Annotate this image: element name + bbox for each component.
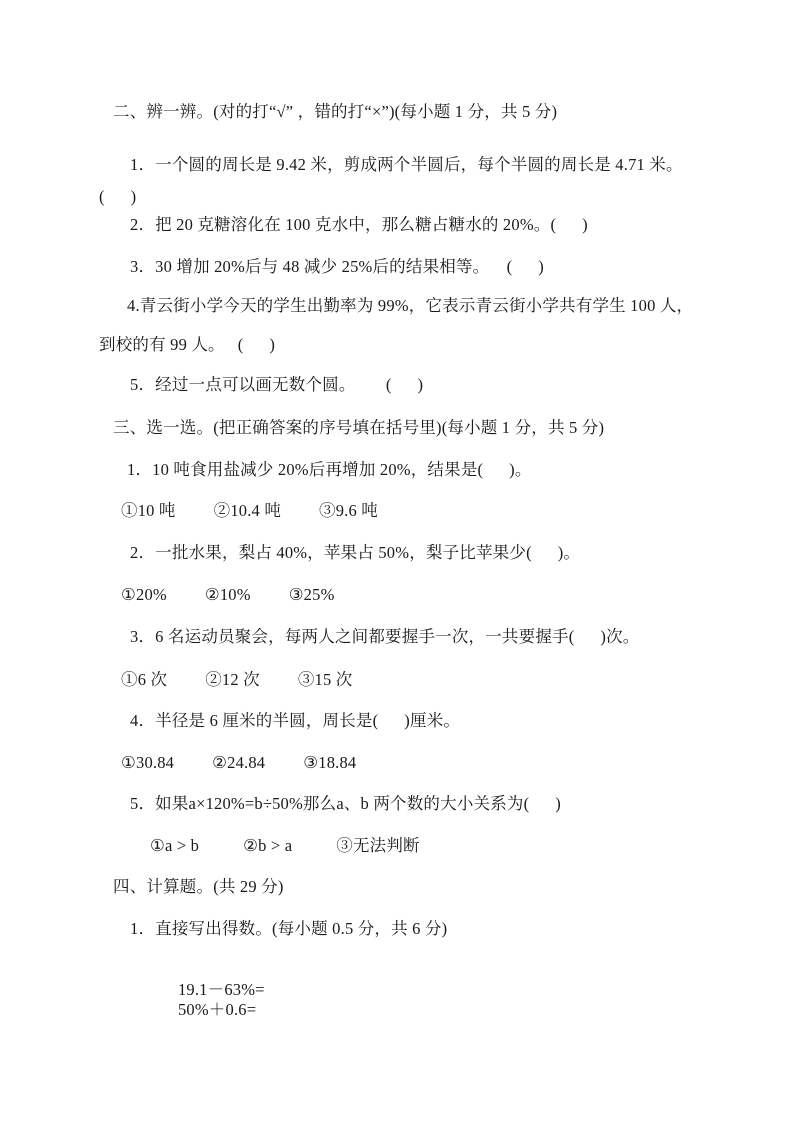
option-item: ③15 次 (297, 670, 353, 689)
section-choice-heading: 三、选一选。(把正确答案的序号填在括号里)(每小题 1 分，共 5 分) (113, 418, 605, 437)
option-item: ①6 次 (121, 670, 168, 689)
calc-sub-heading: 1．直接写出得数。(每小题 0.5 分，共 6 分) (130, 919, 448, 938)
calc-expressions-row (152, 960, 371, 1039)
option-item: ②10% (204, 585, 251, 604)
option-item: ③9.6 吨 (319, 501, 378, 520)
option-item: ③25% (288, 585, 335, 604)
expression-1: 19.1－63%= (177, 979, 265, 999)
choice-q3-text: 3．6 名运动员聚会，每两人之间都要握手一次，一共要握手( )次。 (130, 627, 640, 646)
judge-q5-text: 5．经过一点可以画无数个圆。 ( ) (130, 375, 424, 394)
option-item: ①30.84 (121, 753, 175, 772)
choice-q1-text: 1．10 吨食用盐减少 20%后再增加 20%，结果是( )。 (127, 460, 532, 479)
option-item: ①a > b (150, 836, 200, 855)
option-item: ③18.84 (303, 753, 357, 772)
choice-q1-options (121, 501, 378, 521)
choice-q4-options (121, 753, 356, 773)
judge-q3-text: 3．30 增加 20%后与 48 减少 25%后的结果相等。 ( ) (130, 257, 545, 276)
choice-q2-text: 2．一批水果，梨占 40%，苹果占 50%，梨子比苹果少( )。 (130, 543, 581, 562)
section-judge-heading: 二、辨一辨。(对的打“√” ，错的打“×”)(每小题 1 分，共 5 分) (113, 102, 558, 121)
option-item: ①20% (121, 585, 167, 604)
option-item: ②12 次 (205, 670, 260, 689)
section-calculation-heading: 四、计算题。(共 29 分) (113, 877, 284, 896)
option-item: ②24.84 (212, 753, 266, 772)
expression-2: 50%＋0.6= (177, 999, 257, 1019)
judge-q2-text: 2．把 20 克糖溶化在 100 克水中，那么糖占糖水的 20%。( ) (130, 215, 588, 234)
judge-q4-text: 4.青云街小学今天的学生出勤率为 99%，它表示青云街小学共有学生 100 人， (127, 296, 694, 315)
option-item: ②b > a (243, 836, 293, 855)
choice-q5-text: 5．如果a×120%=b÷50%那么a、b 两个数的大小关系为( ) (130, 794, 561, 813)
option-item: ①10 吨 (121, 501, 176, 520)
judge-q1-text: 1．一个圆的周长是 9.42 米，剪成两个半圆后，每个半圆的周长是 4.71 米。 (130, 155, 683, 174)
choice-q5-options (150, 836, 420, 856)
judge-q1-answer-blank: ( ) (99, 187, 137, 206)
option-item: ②10.4 吨 (213, 501, 282, 520)
judge-q4-continuation: 到校的有 99 人。 ( ) (99, 335, 276, 354)
choice-q3-options (121, 670, 352, 690)
option-item: ③无法判断 (336, 836, 420, 855)
choice-q2-options (121, 585, 335, 605)
choice-q4-text: 4．半径是 6 厘米的半圆，周长是( )厘米。 (130, 711, 461, 730)
